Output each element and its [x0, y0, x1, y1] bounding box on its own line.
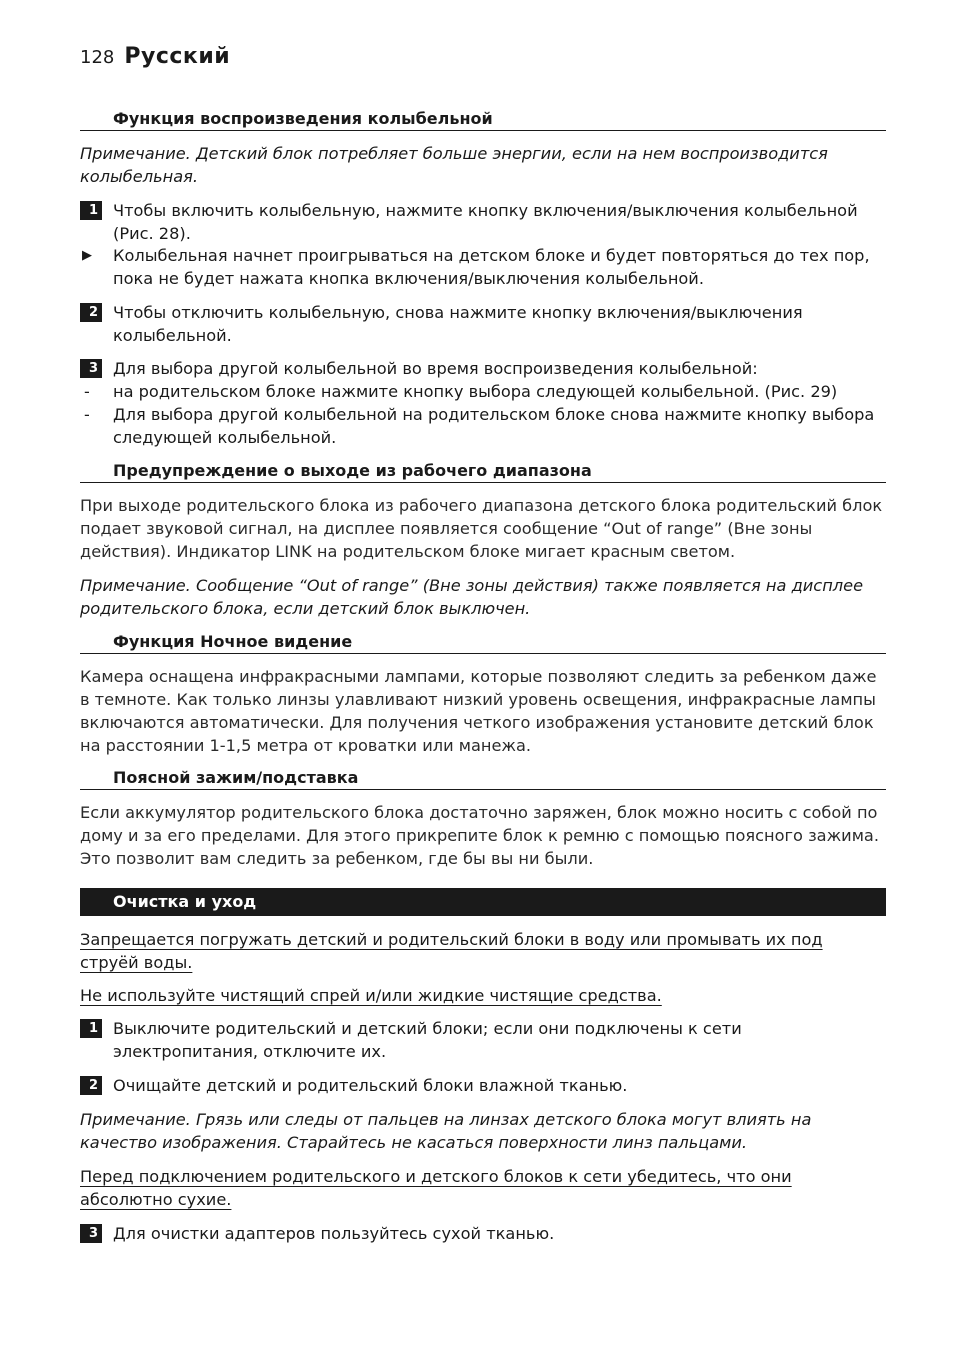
bullet-text: Для выбора другой колыбельной на родительском блоке снова нажмите кнопку выбора следующей колыбельной. [113, 405, 875, 447]
warning-text: Перед подключением родительского и детского блоков к сети убедитесь, что они абсолютно сухие. [80, 1167, 792, 1209]
step-number-badge: 1 [80, 1019, 102, 1038]
dash-item-parent-next [80, 380, 886, 403]
step-lullaby-on [80, 199, 886, 245]
page-number: 128 [80, 47, 115, 68]
note-lullaby-energy: Примечание. Детский блок потребляет больше энергии, если на нем воспроизводится колыбельная. [80, 144, 828, 186]
step-text: Чтобы отключить колыбельную, снова нажмите кнопку включения/выключения колыбельной. [113, 303, 803, 345]
step-number-badge: 3 [80, 1224, 102, 1243]
triangle-bullet-icon: ▶ [82, 248, 92, 263]
section-title: Поясной зажим/подставка [113, 768, 359, 787]
warning-water [80, 928, 886, 974]
language-title: Русский [124, 44, 231, 69]
step-lullaby-off [80, 301, 886, 347]
step-clean-off [80, 1017, 886, 1063]
dash-bullet-icon: - [84, 382, 90, 401]
step-text: Для очистки адаптеров пользуйтесь сухой тканью. [113, 1224, 555, 1243]
step-number-badge: 1 [80, 201, 102, 220]
note-range: Примечание. Сообщение “Out of range” (Вне зоны действия) также появляется на дисплее родительского блока, если детский блок выключен. [80, 576, 864, 618]
range-text: При выходе родительского блока из рабочего диапазона детского блока родительский блок подает звуковой сигнал, на дисплее появляется сообщение “Out of range” (Вне зоны действия). Индикатор LINK на родительском блоке мигает красным светом. [80, 496, 883, 561]
night-vision-text: Камера оснащена инфракрасными лампами, которые позволяют следить за ребенком даже в темноте. Как только линзы улавливают низкий уровень освещения, инфракрасные лампы включаются автоматически. Для получения четкого изображения установите детский блок на расстоянии 1-1,5 метра от кроватки или манежа. [80, 667, 877, 755]
step-text: Для выбора другой колыбельной во время воспроизведения колыбельной: [113, 359, 758, 378]
result-lullaby-plays [80, 244, 886, 290]
warning-dry [80, 1165, 886, 1211]
step-text: Чтобы включить колыбельную, нажмите кнопку включения/выключения колыбельной (Рис. 28). [113, 201, 858, 243]
section-heading-belt-clip [80, 767, 886, 790]
warning-text: Запрещается погружать детский и родительский блоки в воду или промывать их под струёй воды. [80, 930, 823, 972]
step-lullaby-select [80, 357, 886, 380]
section-heading-night-vision [80, 631, 886, 654]
section-heading-range [80, 460, 886, 483]
bullet-text: Колыбельная начнет проигрываться на детском блоке и будет повторяться до тех пор, пока не будет нажата кнопка включения/выключения колыбельной. [113, 246, 870, 288]
section-heading-lullaby [80, 108, 886, 131]
section-title: Функция воспроизведения колыбельной [113, 109, 493, 128]
step-text: Очищайте детский и родительский блоки влажной тканью. [113, 1076, 628, 1095]
step-clean-cloth [80, 1074, 886, 1097]
step-number-badge: 2 [80, 303, 102, 322]
section-title: Предупреждение о выходе из рабочего диапазона [113, 461, 592, 480]
section-heading-cleaning [80, 888, 886, 916]
step-number-badge: 3 [80, 359, 102, 378]
dash-item-parent-again [80, 403, 886, 449]
section-title: Функция Ночное видение [113, 632, 353, 651]
step-clean-adapters [80, 1222, 886, 1245]
belt-clip-text: Если аккумулятор родительского блока достаточно заряжен, блок можно носить с собой по дому и за его пределами. Для этого прикрепите блок к ремню с помощью поясного зажима. Это позволит вам следить за ребенком, где бы вы ни были. [80, 803, 879, 868]
step-number-badge: 2 [80, 1076, 102, 1095]
bullet-text: на родительском блоке нажмите кнопку выбора следующей колыбельной. (Рис. 29) [113, 382, 838, 401]
warning-text: Не используйте чистящий спрей и/или жидкие чистящие средства. [80, 986, 662, 1005]
page-header [80, 44, 230, 76]
warning-spray [80, 984, 886, 1007]
step-text: Выключите родительский и детский блоки; если они подключены к сети электропитания, отключите их. [113, 1019, 742, 1061]
note-fingerprints: Примечание. Грязь или следы от пальцев на линзах детского блока могут влиять на качество изображения. Старайтесь не касаться поверхности линз пальцами. [80, 1110, 812, 1152]
section-title: Очистка и уход [113, 892, 257, 911]
dash-bullet-icon: - [84, 405, 90, 424]
